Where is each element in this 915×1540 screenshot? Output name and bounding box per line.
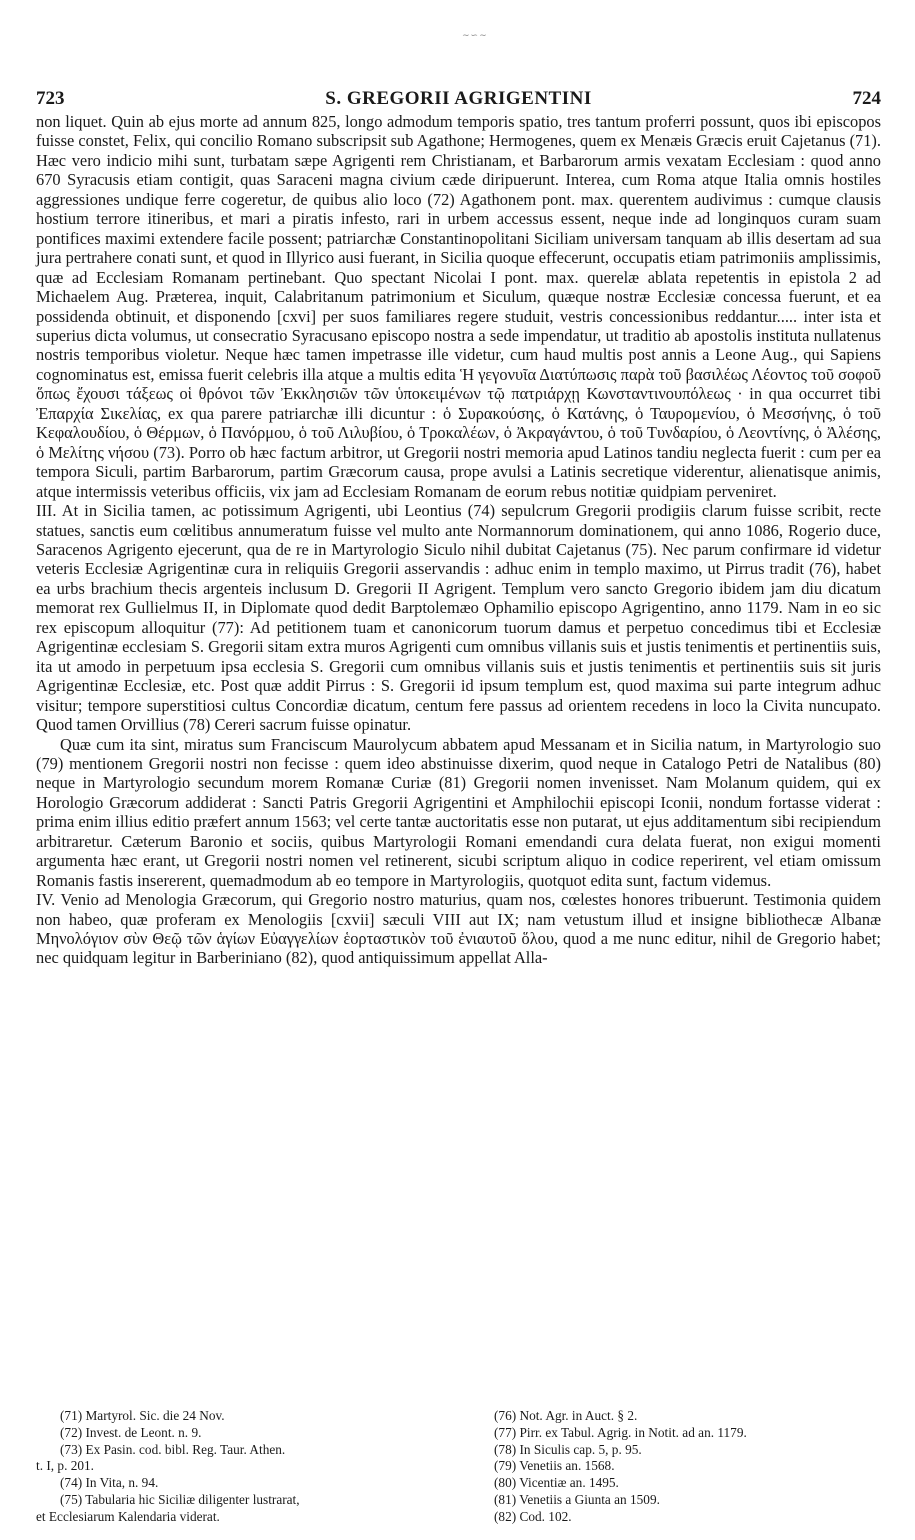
left-page-number: 723 [36,88,65,109]
footnote: (78) In Siculis cap. 5, p. 95. [494,1441,642,1457]
footnote: (75) Tabularia hic Siciliæ diligenter lustrarat, [60,1491,300,1507]
paragraph: III. At in Sicilia tamen, ac potissimum Agrigenti, ubi Leontius (74) sepulcrum Gregorii prodigiis clarum fuisse scribit, recte statues, sanctis eum cœlitibus annumeratum fuisse vel multo ante Normannorum dominationem, qui anno 1086, Rogerio duce, Saracenos Agrigento ejecerunt, qua de re in Martyrologio Siculo nihil dubitat Cajetanus (75). Nec parum confirmare id videtur veteris Ecclesiæ Agrigentinæ cura in reliquiis Gregorii asservandis : adhuc enim in templo maximo, ut Pirrus tradit (76), habet ea urbs brachium thecis argenteis inclusum D. Gregorii II Agrigent. Templum vero sancto Gregorio ibidem jam diu dicatum memorat rex Gullielmus II, in Diplomate quod dedit Barptolemæo Ophamilio episcopo Agrigentino, anno 1179. Nam in eo sic rex episcopum alloquitur (77): Ad petitionem tuam et canonicorum tuorum damus et perpetuo concedimus tibi et Ecclesiæ Agrigentinæ ecclesiam S. Gregorii sitam extra muros Agrigenti cum omnibus villanis suis et justis tenimentis et pertinentiis suis, ita ut amodo in perpetuum ipsa ecclesia S. Gregorii cum omnibus villanis suis et justis tenimentis et pertinentiis suis sit juris Agrigentinæ Ecclesiæ, etc. Post quæ addit Pirrus : S. Gregorii id ipsum templum est, quod maxima sui parte integrum adhuc visitur; tempore superstitiosi cultus Concordiæ dicatum, centum fere passus ad orientem recedens in loco la Civita nuncupato. Quod tamen Orvillius (78) Cereri sacrum fuisse opinatur. [36,501,881,735]
footnote: (74) In Vita, n. 94. [60,1475,159,1491]
paragraph: IV. Venio ad Menologia Græcorum, qui Gregorio nostro maturius, quam nos, cœlestes honores tribuerunt. Testimonia quidem non habeo, quæ proferam ex Menologiis [cxvii] sæculi VIII aut IX; nam vetustum illud et insigne bibliothecæ Albanæ Μηνολόγιον σὺν Θεῷ τῶν ἁγίων Εὐαγγελίων ἑορταστικὸν τοῦ ἐνιαυτοῦ ὅλου, quod a me nunc editur, nihil de Gregorio habet; nec quidquam legitur in Barberiniano (82), quod antiquissimum appellat Alla- [36,890,881,968]
footnote: (72) Invest. de Leont. n. 9. [60,1424,202,1440]
footnotes-left-column [36,1408,456,1526]
footnotes [36,1408,881,1524]
paragraph: non liquet. Quin ab ejus morte ad annum 825, longo admodum temporis spatio, tres tantum proferri possunt, quos ibi episcopos fuisse constet, Felix, qui concilio Romano subscripsit sub Agathone; Hermogenes, quem ex Menæis Græcis eruit Cajetanus (71). Hæc vero indicio mihi sunt, turbatam sæpe Agrigenti rem Christianam, et Barbarorum armis vexatam Ecclesiam : quod anno 670 Syracusis etiam contigit, quas Saraceni magna civium cæde diripuerunt. Interea, cum Roma atque Italia omnis hostiles aggressiones undique ferre cogeretur, de quibus alio loco (72) Agathonem pont. max. querentem audivimus : cumque clausis hostium terrore itineribus, et mari a piratis infesto, rari in urbem accessus essent, neque inde ad longinquos curam suam pontifices maximi extendere facile possent; patriarchæ Constantinopolitani Siciliam universam tanquam ab illis desertam ad sua jura pertrahere conati sunt, et quod in Illyrico ausi fuerant, in Sicilia quoque effecerunt, occupatis etiam patrimoniis amplissimis, quæ ad Ecclesiam Romanam pertinebant. Quo spectant Nicolai I pont. max. querelæ ablata repetentis in epistola 2 ad Michaelem Aug. Præterea, inquit, Calabritanum patrimonium et Siculum, quæque nostræ Ecclesiæ concessa fuerunt, et ea possidenda obtinuit, et disponendo [cxvi] per suos familiares regere studuit, vestris concessionibus reddantur..... inter ista et superius dicta volumus, ut consecratio Syracusano episcopo nostra a sede impendatur, ut traditio ab apostolis instituta nullatenus nostris temporibus violetur. Neque hæc tamen impetrasse ille videtur, cum haud multis post annis a Leone Aug., qui Sapiens cognominatus est, emissa fuerit celebris illa atque a multis edita Ἡ γεγονυῖα Διατύπωσις παρὰ τοῦ βασιλέως Λέοντος τοῦ σοφοῦ ὅπως ἔχουσι τάξεως οἱ θρόνοι τῶν Ἐκκλησιῶν τῶν ὑποκειμένων τῷ πατριάρχῃ Κωνσταντινουπόλεως · in qua occurret tibi Ἐπαρχία Σικελίας, ex qua parere patriarchæ illi dicuntur : ὁ Συρακούσης, ὁ Κατάνης, ὁ Ταυρομενίου, ὁ Μεσσήνης, ὁ τοῦ Κεφαλουδίου, ὁ Θέρμων, ὁ Πανόρμου, ὁ τοῦ Λιλυβίου, ὁ Τροκαλέων, ὁ Ἀκραγάντου, ὁ τοῦ Τυνδαρίου, ὁ Λεοντίνης, ὁ Ἀλέσης, ὁ Μελίτης νήσου (73). Porro ob hæc factum arbitror, ut Gregorii nostri memoria apud Latinos tandiu neglecta fuerit : cum per ea tempora Siculi, partim Barbarorum, partim Græcorum causa, prope avulsi a Latinis secretique viderentur, alienatisque animis, atque intermissis veteribus officiis, vix jam ad Ecclesiam Romanam de eorum rebus notitiæ quidpiam perveniret. [36,112,881,501]
footnote: (73) Ex Pasin. cod. bibl. Reg. Taur. Athen. [60,1441,286,1457]
running-title: S. GREGORII AGRIGENTINI [325,88,592,109]
footnote: (81) Venetiis a Giunta an 1509. [494,1491,660,1507]
footnote: (80) Vicentiæ an. 1495. [494,1475,619,1491]
running-header [36,88,881,112]
printer-mark: ∼∽∼ [462,30,488,40]
footnote-continuation: t. I, p. 201. [36,1458,94,1474]
footnote-continuation: et Ecclesiarum Kalendaria viderat. [36,1508,220,1524]
main-text [36,112,881,968]
footnote: (77) Pirr. ex Tabul. Agrig. in Notit. ad an. 1179. [494,1424,747,1440]
footnote: (82) Cod. 102. [494,1508,572,1524]
footnote: (71) Martyrol. Sic. die 24 Nov. [60,1408,225,1423]
footnote: (79) Venetiis an. 1568. [494,1458,615,1474]
footnote: (76) Not. Agr. in Auct. § 2. [494,1408,638,1423]
right-page-number: 724 [852,88,881,109]
paragraph: Quæ cum ita sint, miratus sum Franciscum Maurolycum abbatem apud Messanam et in Sicilia natum, in Martyrologio suo (79) mentionem Gregorii nostri non fecisse : quem ideo abstinuisse dixerim, quod neque in Catalogo Petri de Natalibus (80) neque in Martyrologio secundum morem Romanæ Curiæ (81) Gregorii nomen invenisset. Nam Molanum quidem, qui ex Horologio Græcorum addiderat : Sancti Patris Gregorii Agrigentini et Amphilochii episcopi Iconii, nondum fortasse viderat : prima enim illius editio præfert annum 1563; vel certe tantæ auctoritatis esse non putarat, ut ejus additamentum sibi recipiendum arbitraretur. Cæterum Baronio et sociis, quibus Martyrologii Romani emendandi cura delata fuerat, non exigui momenti argumenta hæc erant, ut Gregorii nostri nomen vel retinerent, sicubi scriptum aliquo in codice reperirent, vel etiam omissum Romanis fastis insererent, quemadmodum ab eo tempore in Martyrologiis, quotquot edita sunt, factum videmus. [36,734,881,890]
footnotes-right-column [494,1408,881,1526]
